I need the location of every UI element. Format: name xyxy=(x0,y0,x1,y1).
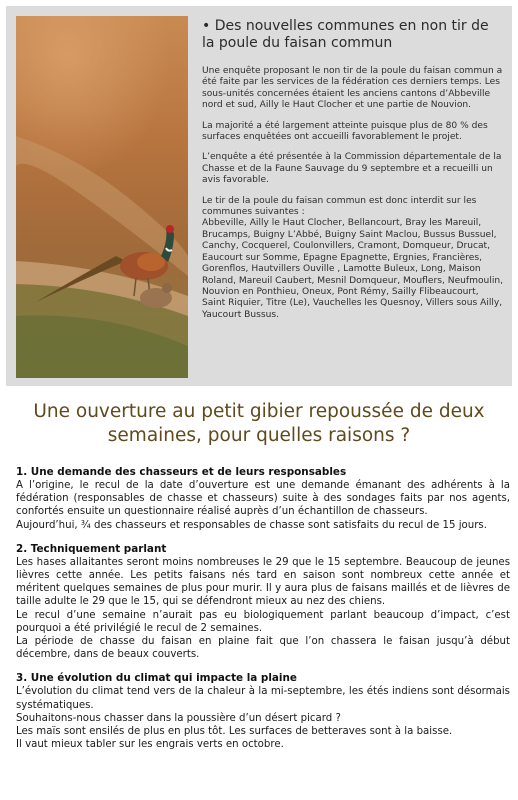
news-paragraph: Le tir de la poule du faisan commun est donc interdit sur les communes suivantes : xyxy=(202,195,477,218)
section-heading: 3. Une évolution du climat qui impacte la plaine xyxy=(16,672,297,685)
section-paragraph: Les hases allaitantes seront moins nombreuses le 29 que le 15 septembre. Beaucoup de jeunes lièvres cette année. Les petits faisans nés tard en saison sont nombreux cette année et méritent quelques semaines de plus pour murir. Il y aura plus de faisans maillés et de lièvres de taille adulte le 29 que le 15, qui se défendront mieux au nez des chiens. xyxy=(16,556,510,608)
section-paragraph: Souhaitons-nous chasser dans la poussière d’un désert picard ? xyxy=(16,712,341,724)
section-paragraph: Il vaut mieux tabler sur les engrais verts en octobre. xyxy=(16,739,284,751)
section-paragraph: L’évolution du climat tend vers de la chaleur à la mi-septembre, les étés indiens sont désormais systématiques. xyxy=(16,686,510,711)
news-article xyxy=(202,18,504,321)
section-heading: 1. Une demande des chasseurs et de leurs responsables xyxy=(16,466,347,478)
article-body xyxy=(16,466,510,762)
news-paragraph: Une enquête proposant le non tir de la poule du faisan commun a été faite par les services de la fédération ces derniers temps. Les sous-unités concernées étaient les anciens cantons d’Abbeville nord et sud, Ailly le Haut Clocher et une partie de Nouvion. xyxy=(202,66,503,111)
news-title: • Des nouvelles communes en non tir de la poule du faisan commun xyxy=(202,18,489,51)
pheasant-photo xyxy=(16,16,188,378)
section-paragraph: Aujourd’hui, ¾ des chasseurs et responsables de chasse sont satisfaits du recul de 15 jours. xyxy=(16,519,487,531)
news-paragraph: La majorité a été largement atteinte puisque plus de 80 % des surfaces enquêtées ont accueilli favorablement le projet. xyxy=(202,120,488,143)
section-paragraph: Les maïs sont ensilés de plus en plus tôt. Les surfaces de betteraves sont à la baisse. xyxy=(16,726,453,738)
communes-list: Abbeville, Ailly le Haut Clocher, Bellancourt, Bray les Mareuil, Brucamps, Buigny L’Abbé, Buigny Saint Maclou, Bussus Bussuel, Canchy, Cocquerel, Coulonvillers, Cramont, Domqueur, Drucat, Eaucourt sur Somme, Epagne Epagnette, Ergnies, Francières, Gorenflos, Hautvillers Ouville , Lamotte Buleux, Long, Maison Roland, Mareuil Caubert, Mesnil Domqueur, Mouflers, Neufmoulin, Nouvion en Ponthieu, Oneux, Pont Rémy, Sailly Flibeaucourt, Saint Riquier, Titre (Le), Vauchelles les Quesnoy, Villers sous Ailly, Yaucourt Bussus. xyxy=(202,218,504,320)
section-3 xyxy=(16,672,510,751)
section-heading: 2. Techniquement parlant xyxy=(16,542,167,555)
section-paragraph: A l’origine, le recul de la date d’ouverture est une demande émanant des adhérents à la fédération (responsables de chasse et chasseurs) suite à des sondages faits par nos agents, confortés ensuite un questionnaire réalisé auprès d’un échantillon de chasseurs. xyxy=(16,480,510,518)
news-panel xyxy=(6,6,512,386)
section-paragraph: Le recul d’une semaine n’aurait pas eu biologiquement parlant beaucoup d’impact, c’est pourquoi a été privilégié le recul de 2 semaines. xyxy=(16,609,510,634)
section-paragraph: La période de chasse du faisan en plaine fait que l’on chassera le faisan jusqu’à début décembre, dans de beaux couverts. xyxy=(16,636,510,661)
news-paragraph: L’enquête a été présentée à la Commission départementale de la Chasse et de la Faune Sauvage du 9 septembre et a recueilli un avis favorable. xyxy=(202,152,502,186)
section-1 xyxy=(16,466,510,532)
section-2 xyxy=(16,543,510,662)
article-title: Une ouverture au petit gibier repoussée de deux semaines, pour quelles raisons ? xyxy=(33,401,485,446)
